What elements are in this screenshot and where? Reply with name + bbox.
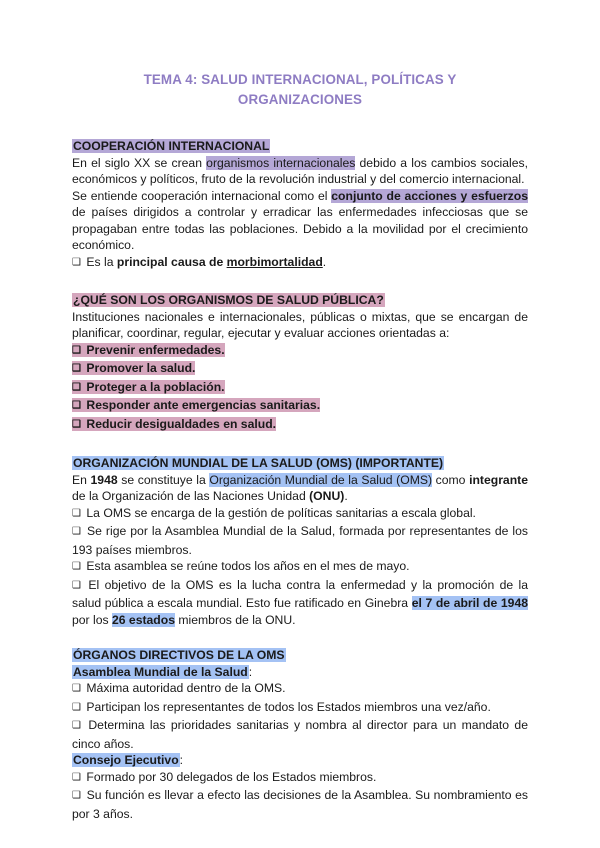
checkbox-bullet-icon: ❑ [72,400,81,411]
paragraph-organismos: Instituciones nacionales e internacionales, públicas o mixtas, que se encargan de planificar, coordinar, regular, ejecutar y evaluar acciones orientadas a: [72,309,528,340]
bullet-oms-4 [72,577,528,629]
highlight-date: el 7 de abril de 1948 [411,596,529,610]
text-run: Participan los representantes de todos los Estados miembros una vez/año. [86,699,491,714]
bullet-oms-2 [72,523,528,558]
text-run: como [432,472,470,487]
checkbox-bullet-icon: ❑ [72,256,81,268]
section-cooperacion [72,138,528,272]
list-item [72,416,528,435]
text-run: integrante [469,472,528,487]
bullet-asamblea-1 [72,680,528,699]
text-run: Determina las prioridades sanitarias y nombra al director para un mandato de cinco años. [72,718,528,751]
list-item [72,342,528,361]
text-run: se constituye la [117,472,210,487]
text-run: En el siglo XX se crean [72,155,207,170]
subheading-asamblea-line [72,664,528,681]
bullet-consejo-1 [72,769,528,788]
list-item [72,379,528,398]
section-organos [72,647,528,822]
text-run: de la Organización de las Naciones Unidad [72,489,310,503]
highlight-oms-name: Organización Mundial de la Salud (OMS) [209,472,433,487]
text-run: 1948 [90,472,118,487]
text-run: Formado por 30 delegados de los Estados miembros. [86,769,377,784]
heading-organos: ÓRGANOS DIRECTIVOS DE LA OMS [73,648,285,662]
checkbox-bullet-icon: ❑ [72,701,81,713]
subheading-consejo: Consejo Ejecutivo [73,753,179,767]
title-line-1: TEMA 4: SALUD INTERNACIONAL, POLÍTICAS Y [143,72,457,87]
list-item [72,360,528,379]
list-item [72,397,528,416]
checkbox-bullet-icon: ❑ [72,579,81,591]
text-run: : [248,664,253,679]
text-run: miembros de la ONU. [174,612,296,627]
highlight-organismos: organismos internacionales [206,155,356,170]
checkbox-bullet-icon: ❑ [72,561,81,572]
checkbox-bullet-icon: ❑ [72,363,81,374]
bullet-oms-3 [72,558,528,577]
list-item-text: Reducir desigualdades en salud. [86,416,277,431]
text-run: . [344,489,348,503]
checkbox-bullet-icon: ❑ [72,507,81,519]
list-item-text: Responder ante emergencias sanitarias. [86,398,321,412]
text-run: La OMS se encarga de la gestión de políticas sanitarias a escala global. [86,505,476,520]
list-item-text: Proteger a la población. [86,379,225,394]
text-run: morbimortalidad [226,254,323,269]
subheading-asamblea: Asamblea Mundial de la Salud [73,664,248,679]
text-run: Su función es llevar a efecto las decisiones de la Asamblea. Su nombramiento es por 3 años. [72,788,529,821]
text-run: El objetivo de la OMS es la lucha contra la enfermedad y la promoción de la salud pública a escala mundial. Esto fue ratificado en Ginebra [72,577,528,610]
paragraph-oms [72,472,528,505]
bullet-cooperacion [72,254,528,273]
organismos-list [72,342,528,435]
highlight-states: 26 estados [111,612,175,627]
heading-oms: ORGANIZACIÓN MUNDIAL DE LA SALUD (OMS) (IMPORTANTE) [73,456,444,470]
title-line-2: ORGANIZACIONES [237,92,363,107]
text-run: de países dirigidos a controlar y erradicar las enfermedades infecciosas que se propagaban entre todas las poblaciones. Debido a la movilidad por el crecimiento económico. [72,205,528,252]
section-oms [72,455,528,628]
text-run: Se entiende cooperación internacional como el [72,188,332,203]
bullet-asamblea-3 [72,717,528,752]
highlight-conjunto: conjunto de acciones y esfuerzos [331,188,528,203]
text-run: Máxima autoridad dentro de la OMS. [86,681,286,695]
heading-organismos: ¿QUÉ SON LOS ORGANISMOS DE SALUD PÚBLICA? [73,293,384,307]
list-item-text: Prevenir enfermedades. [86,342,225,357]
bullet-oms-1 [72,505,528,524]
bullet-consejo-2 [72,787,528,822]
checkbox-bullet-icon: ❑ [72,790,81,801]
text-run: Se rige por la Asamblea Mundial de la Salud, formada por representantes de los 193 países miembros. [72,524,528,557]
text-run: En [72,472,91,487]
paragraph-cooperacion-2 [72,188,528,254]
text-run: : [179,753,184,767]
checkbox-bullet-icon: ❑ [72,526,81,537]
text-run: Es la [86,254,117,269]
section-organismos [72,292,528,434]
text-run: por los [72,612,112,627]
heading-cooperacion: COOPERACIÓN INTERNACIONAL [73,139,270,153]
text-run: . [322,254,327,269]
checkbox-bullet-icon: ❑ [72,381,81,393]
checkbox-bullet-icon: ❑ [72,683,81,694]
text-run: principal causa de [116,254,227,269]
checkbox-bullet-icon: ❑ [72,720,81,731]
text-run: Esta asamblea se reúne todos los años en el mes de mayo. [86,559,410,573]
bullet-asamblea-2 [72,699,528,718]
document-title [72,70,528,110]
checkbox-bullet-icon: ❑ [72,418,81,430]
text-run: debido a los cambios sociales, económicos y políticos, fruto de la revolución industrial y del comercio internacional. [72,155,529,186]
checkbox-bullet-icon: ❑ [72,344,81,356]
list-item-text: Promover la salud. [86,361,196,375]
subheading-consejo-line [72,752,528,769]
checkbox-bullet-icon: ❑ [72,771,81,783]
paragraph-cooperacion-1 [72,155,528,188]
text-run: (ONU) [309,489,345,503]
